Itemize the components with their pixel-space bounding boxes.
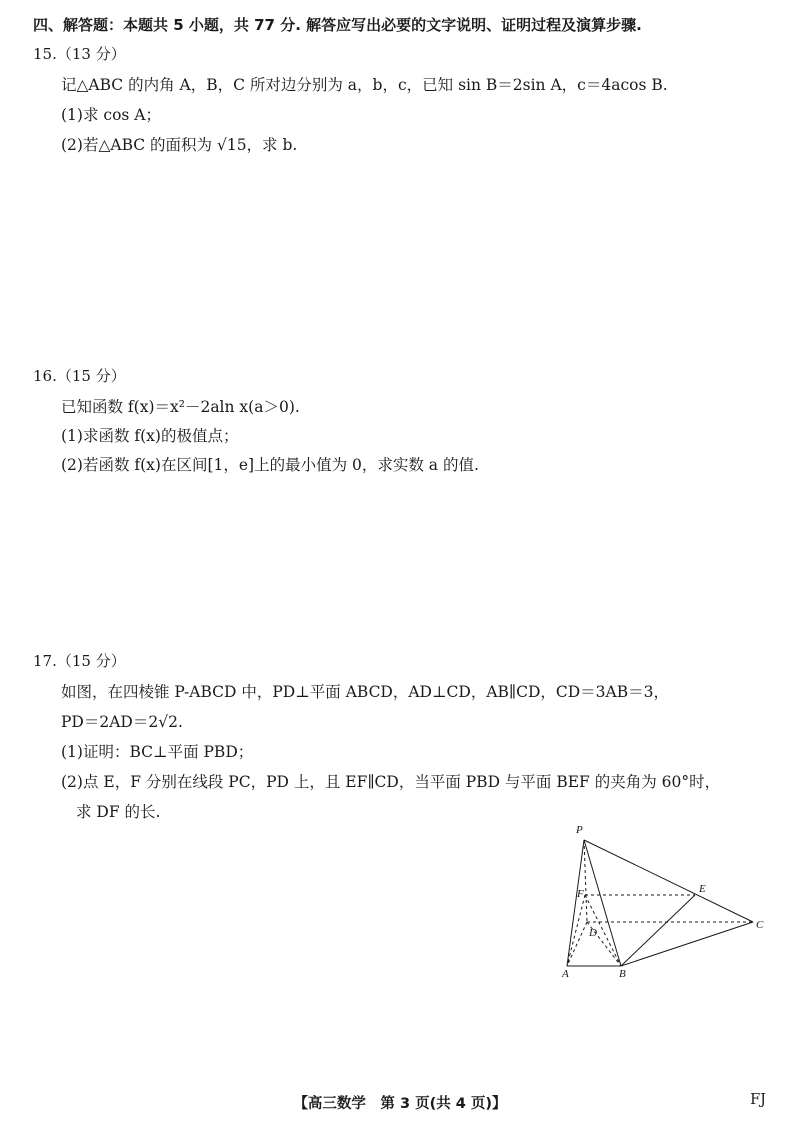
edge-pd-hidden [584,840,587,922]
question-17-header: 17.（15 分） [33,652,126,670]
question-15-header: 15.（13 分） [33,45,126,63]
edge-pc [584,840,753,922]
label-d: D [589,927,597,939]
question-17-part-2-line-2: 求 DF 的长. [76,803,161,821]
section-title: 四、解答题：本题共 5 小题，共 77 分. 解答应写出必要的文字说明、证明过程及演算步骤. [33,16,642,34]
question-17-stem-line-1: 如图，在四棱锥 P-ABCD 中，PD⊥平面 ABCD，AD⊥CD，AB∥CD，CD＝3AB＝3， [61,683,669,701]
edge-pa [567,840,584,966]
question-17-part-2-line-1: (2)点 E，F 分别在线段 PC，PD 上，且 EF∥CD，当平面 PBD 与平面 BEF 的夹角为 60°时， [61,773,721,791]
question-17-part-1: (1)证明：BC⊥平面 PBD； [61,743,254,761]
question-16-stem: 已知函数 f(x)＝x²－2aln x(a＞0). [61,398,300,416]
pyramid-figure [555,822,770,982]
paper-code: FJ [750,1092,766,1108]
label-a: A [562,968,569,980]
label-e: E [699,883,706,895]
edge-pb [584,840,621,966]
label-c: C [756,919,764,931]
label-b: B [619,968,626,980]
label-p: P [576,824,583,836]
segment-be [621,895,695,966]
question-15-part-2: (2)若△ABC 的面积为 √15，求 b. [61,136,298,154]
question-17-stem-line-2: PD＝2AD＝2√2. [61,713,183,731]
question-16-part-2: (2)若函数 f(x)在区间[1，e]上的最小值为 0，求实数 a 的值. [61,456,479,474]
question-15-part-1: (1)求 cos A； [61,106,161,124]
question-16-part-1: (1)求函数 f(x)的极值点； [61,427,239,445]
segment-fa-hidden [567,895,585,966]
page-footer: 【高三数学 第 3 页(共 4 页)】 [293,1096,507,1112]
pyramid-diagram [555,822,770,982]
label-f: F [577,888,584,900]
question-15-stem: 记△ABC 的内角 A，B，C 所对边分别为 a，b，c，已知 sin B＝2sin A，c＝4acos B. [61,76,668,94]
question-16-header: 16.（15 分） [33,367,126,385]
edge-bc [621,922,753,966]
